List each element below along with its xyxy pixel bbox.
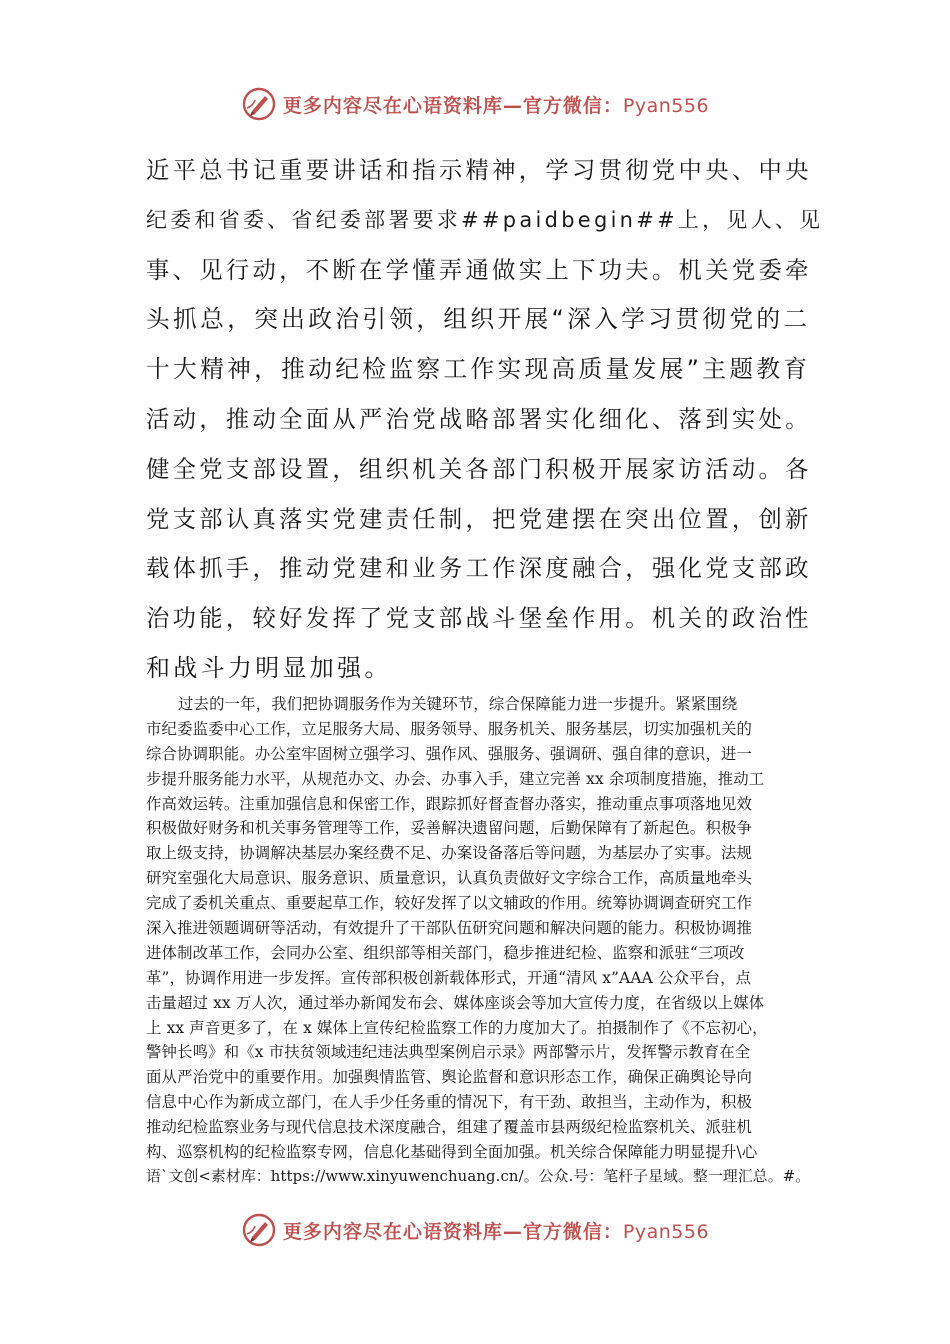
text-line: 近平总书记重要讲话和指示精神，学习贯彻党中央、中央 <box>146 156 812 184</box>
text-line: 研究室强化大局意识、服务意识、质量意识，认真负责做好文字综合工作，高质量地牵头 <box>146 869 753 888</box>
text-line: 事、见行动，不断在学懂弄通做实上下功夫。机关党委牵 <box>146 255 812 284</box>
text-line: 作高效运转。注重加强信息和保密工作，跟踪抓好督查督办落实，推动重点事项落地见效 <box>146 794 753 813</box>
text-line: 健全党支部设置，组织机关各部门积极开展家访活动。各 <box>146 454 812 483</box>
text-line: 警钟长鸣》和《x 市扶贫领域违纪违法典型案例启示录》两部警示片，发挥警示教育在全 <box>146 1043 751 1062</box>
header-banner <box>0 84 950 124</box>
text-line: 十大精神，推动纪检监察工作实现高质量发展”主题教育 <box>146 355 811 384</box>
text-line: 上 xx 声音更多了，在 x 媒体上宣传纪检监察工作的力度加大了。拍摄制作了《不忘初心， <box>146 1018 768 1037</box>
wechat-handle: Pyan556 <box>622 1220 710 1243</box>
text-line: 完成了委机关重点、重要起草工作，较好发挥了以文辅政的作用。统筹协调调查研究工作 <box>146 894 753 913</box>
pen-logo-icon <box>241 1212 277 1248</box>
text-line: 革”，协调作用进一步发挥。宣传部积极创新载体形式，开通“清风 x”AAA 公众平台，点 <box>146 968 752 987</box>
wechat-handle: Pyan556 <box>622 94 710 117</box>
text-line: 步提升服务能力水平，从规范办文、办会、办事入手，建立完善 xx 余项制度措施，推动工 <box>146 769 765 788</box>
text-line: 推动纪检监察业务与现代信息技术深度融合，组建了覆盖市县两级纪检监察机关、派驻机 <box>146 1118 753 1137</box>
text-line: 构、巡察机构的纪检监察专网，信息化基础得到全面加强。机关综合保障能力明显提升\心 <box>146 1143 758 1162</box>
text-line: 和战斗力明显加强。 <box>146 653 392 682</box>
text-line: 深入推进领题调研等活动，有效提升了干部队伍研究问题和解决问题的能力。积极协调推 <box>146 919 753 938</box>
text-line: 纪委和省委、省纪委部署要求##paidbegin##上，见人、见 <box>146 207 824 232</box>
banner-text: 更多内容尽在心语资料库—官方微信：Pyan556 <box>282 94 710 117</box>
text-line: 过去的一年，我们把协调服务作为关键环节，综合保障能力进一步提升。紧紧围绕 <box>178 695 738 713</box>
lead-paragraph <box>146 146 824 694</box>
text-line: 市纪委监委中心工作，立足服务大局、服务领导、服务机关、服务基层，切实加强机关的 <box>146 719 753 738</box>
banner-text: 更多内容尽在心语资料库—官方微信：Pyan556 <box>282 1220 710 1243</box>
text-line: 积极做好财务和机关事务管理等工作，妥善解决遗留问题，后勤保障有了新起色。积极争 <box>146 819 753 838</box>
text-line: 取上级支持，协调解决基层办案经费不足、办案设备落后等问题，为基层办了实事。法规 <box>146 844 753 863</box>
text-line: 信息中心作为新成立部门，在人手少任务重的情况下，有干劲、敢担当，主动作为，积极 <box>146 1093 753 1112</box>
text-line: 进体制改革工作，会同办公室、组织部等相关部门，稳步推进纪检、监察和派驻“三项改 <box>146 943 745 962</box>
text-line: 活动，推动全面从严治党战略部署实化细化、落到实处。 <box>146 404 812 433</box>
text-line: 击量超过 xx 万人次，通过举办新闻发布会、媒体座谈会等加大宣传力度，在省级以上媒体 <box>146 993 765 1012</box>
text-line: 治功能，较好发挥了党支部战斗堡垒作用。机关的政治性 <box>146 604 812 633</box>
text-line: 面从严治党中的重要作用。加强舆情监管、舆论监督和意识形态工作，确保正确舆论导向 <box>146 1068 753 1087</box>
text-line: 综合协调职能。办公室牢固树立强学习、强作风、强服务、强调研、强自律的意识，进一 <box>146 744 753 763</box>
text-line: 载体抓手，推动党建和业务工作深度融合，强化党支部政 <box>146 554 812 583</box>
body-paragraph <box>146 692 810 1190</box>
text-line: 语`文创<素材库：https://www.xinyuwenchuang.cn/。公众.号：笔杆子星域。整一理汇总。#。 <box>146 1167 811 1185</box>
footer-banner <box>0 1210 950 1250</box>
pen-logo-icon <box>241 86 277 122</box>
text-line: 党支部认真落实党建责任制，把党建摆在突出位置，创新 <box>146 504 812 533</box>
text-line: 头抓总，突出政治引领，组织开展“深入学习贯彻党的二 <box>146 305 811 334</box>
